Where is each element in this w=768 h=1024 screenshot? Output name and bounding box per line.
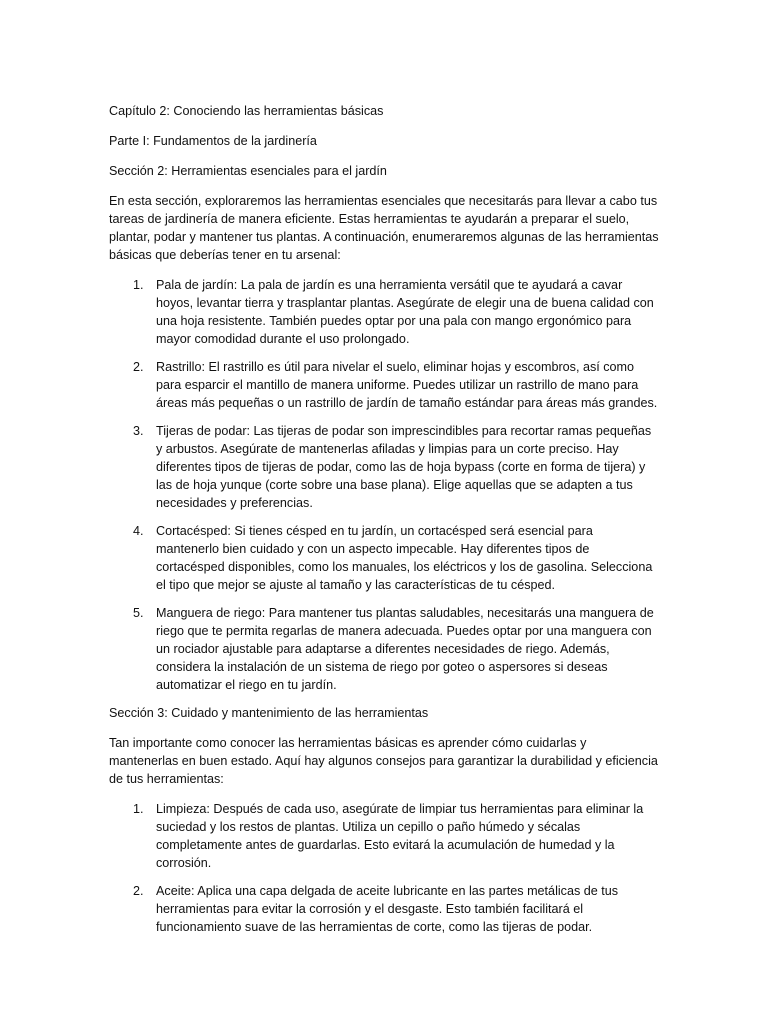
- list-item-text: Limpieza: Después de cada uso, asegúrate de limpiar tus herramientas para eliminar la suciedad y los restos de plantas. Utiliza un cepillo o paño húmedo y sécalas completamente antes de guardarlas. Esto evitará la acumulación de humedad y la corrosión.: [156, 802, 644, 870]
- list-item-number: 3.: [133, 424, 144, 438]
- list-item-text: Pala de jardín: La pala de jardín es una herramienta versátil que te ayudará a cavar hoyos, levantar tierra y trasplantar plantas. Asegúrate de elegir una de buena calidad con una hoja resistente. También puedes optar por una pala con mango ergonómico para mayor comodidad durante el uso prolongado.: [156, 278, 654, 346]
- section-3-heading: Sección 3: Cuidado y mantenimiento de las herramientas: [109, 706, 429, 720]
- list-item: [109, 800, 659, 872]
- document-page: [109, 102, 659, 946]
- section-2-intro: En esta sección, exploraremos las herramientas esenciales que necesitarás para llevar a cabo tus tareas de jardinería de manera eficiente. Estas herramientas te ayudarán a preparar el suelo, plantar, podar y mantener tus plantas. A continuación, enumeraremos algunas de las herramientas básicas que deberías tener en tu arsenal:: [109, 194, 659, 262]
- list-item: [109, 422, 659, 512]
- list-item: [109, 276, 659, 348]
- list-item-number: 1.: [133, 802, 144, 816]
- list-item-text: Aceite: Aplica una capa delgada de aceite lubricante en las partes metálicas de tus herramientas para evitar la corrosión y el desgaste. Esto también facilitará el funcionamiento suave de las herramientas de corte, como las tijeras de podar.: [156, 884, 619, 934]
- list-item: [109, 522, 659, 594]
- list-item: [109, 882, 659, 936]
- section-3-list: [109, 800, 659, 936]
- list-item-number: 2.: [133, 884, 144, 898]
- list-item: [109, 604, 659, 694]
- list-item-text: Tijeras de podar: Las tijeras de podar son imprescindibles para recortar ramas pequeñas y arbustos. Asegúrate de mantenerlas afiladas y limpias para un corte preciso. Hay diferentes tipos de tijeras de podar, como las de hoja bypass (corte en forma de tijera) y las de hoja yunque (corte sobre una base plana). Elige aquellas que se adapten a tus necesidades y preferencias.: [156, 424, 652, 510]
- section-3-intro: Tan importante como conocer las herramientas básicas es aprender cómo cuidarlas y mantenerlas en buen estado. Aquí hay algunos consejos para garantizar la durabilidad y eficiencia de tus herramientas:: [109, 736, 658, 786]
- list-item-number: 5.: [133, 606, 144, 620]
- chapter-title: Capítulo 2: Conociendo las herramientas básicas: [109, 104, 384, 118]
- list-item-text: Rastrillo: El rastrillo es útil para nivelar el suelo, eliminar hojas y escombros, así como para esparcir el mantillo de manera uniforme. Puedes utilizar un rastrillo de mano para áreas más pequeñas o un rastrillo de jardín de tamaño estándar para áreas más grandes.: [156, 360, 658, 410]
- list-item-text: Cortacésped: Si tienes césped en tu jardín, un cortacésped será esencial para mantenerlo bien cuidado y con un aspecto impecable. Hay diferentes tipos de cortacésped disponibles, como los manuales, los eléctricos y los de gasolina. Selecciona el tipo que mejor se ajuste al tamaño y las características de tu césped.: [156, 524, 653, 592]
- list-item-number: 1.: [133, 278, 144, 292]
- list-item: [109, 358, 659, 412]
- section-2-list: [109, 276, 659, 694]
- list-item-number: 4.: [133, 524, 144, 538]
- list-item-text: Manguera de riego: Para mantener tus plantas saludables, necesitarás una manguera de riego que te permita regarlas de manera adecuada. Puedes optar por una manguera con un rociador ajustable para adaptarse a diferentes necesidades de riego. Además, considera la instalación de un sistema de riego por goteo o aspersores si deseas automatizar el riego en tu jardín.: [156, 606, 654, 692]
- section-2-heading: Sección 2: Herramientas esenciales para el jardín: [109, 164, 387, 178]
- list-item-number: 2.: [133, 360, 144, 374]
- part-title: Parte I: Fundamentos de la jardinería: [109, 134, 317, 148]
